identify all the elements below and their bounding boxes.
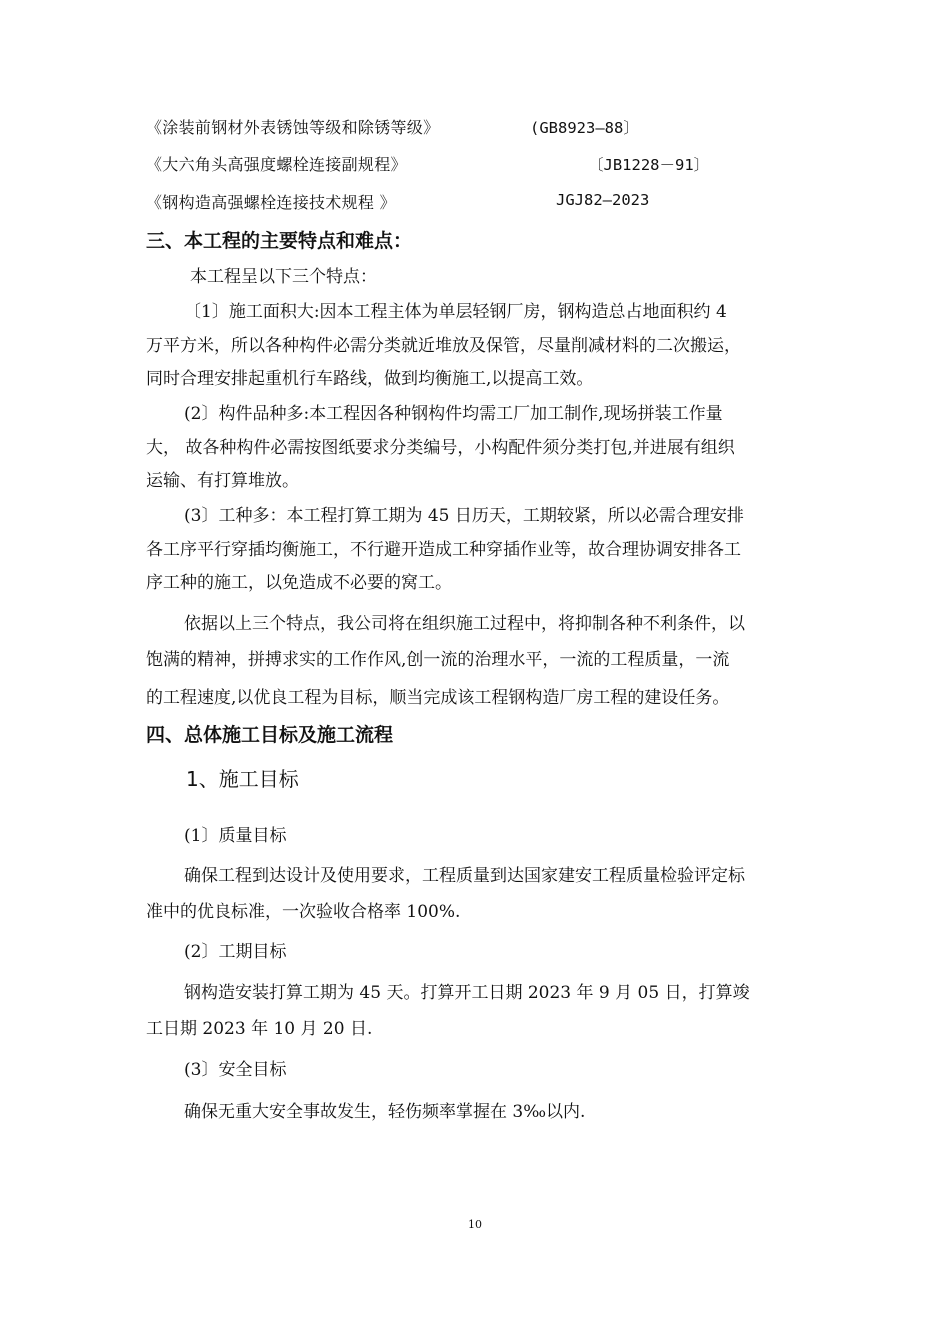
paragraph-line: 万平方米，所以各种构件必需分类就近堆放及保管，尽量削减材料的二次搬运， <box>146 336 741 356</box>
paragraph-intro: 本工程呈以下三个特点： <box>190 267 377 287</box>
paragraph-line: 饱满的精神，拼搏求实的工作作风,创一流的治理水平，一流的工程质量，一流 <box>146 650 730 670</box>
goal-label: (1〕质量目标 <box>184 826 287 846</box>
paragraph-line: 大， 故各种构件必需按图纸要求分类编号，小构配件须分类打包,并进展有组织 <box>146 438 735 458</box>
section-heading: 四、总体施工目标及施工流程 <box>146 724 394 746</box>
goal-label: (3〕安全目标 <box>184 1060 287 1080</box>
paragraph-line: 各工序平行穿插均衡施工，不行避开造成工种穿插作业等，故合理协调安排各工 <box>146 540 741 560</box>
standard-code: (GB8923—88〕 <box>530 119 639 137</box>
paragraph-line: 确保工程到达设计及使用要求，工程质量到达国家建安工程质量检验评定标 <box>184 866 745 886</box>
paragraph-line: 〔1〕施工面积大:因本工程主体为单层轻钢厂房，钢构造总占地面积约 4 <box>184 302 727 322</box>
paragraph-line: (2〕构件品种多:本工程因各种钢构件均需工厂加工制作,现场拼装工作量 <box>184 404 723 424</box>
page-number: 10 <box>468 1218 482 1231</box>
paragraph-line: (3〕工种多：本工程打算工期为 45 日历天，工期较紧，所以必需合理安排 <box>184 506 744 526</box>
paragraph-line: 依据以上三个特点，我公司将在组织施工过程中，将抑制各种不利条件，以 <box>184 614 745 634</box>
standard-name: 《钢构造高强螺栓连接技术规程 》 <box>146 193 396 212</box>
standard-name: 《大六角头高强度螺栓连接副规程》 <box>146 155 407 174</box>
standard-code: 〔JB1228－91〕 <box>588 156 710 174</box>
paragraph-line: 的工程速度,以优良工程为目标，顺当完成该工程钢构造厂房工程的建设任务。 <box>146 688 730 708</box>
goal-label: (2〕工期目标 <box>184 942 287 962</box>
paragraph-line: 钢构造安装打算工期为 45 天。打算开工日期 2023 年 9 月 05 日，打算竣 <box>184 983 750 1003</box>
paragraph-line: 运输、有打算堆放。 <box>146 471 299 491</box>
paragraph-line: 序工种的施工，以免造成不必要的窝工。 <box>146 573 452 593</box>
paragraph-line: 准中的优良标准，一次验收合格率 100%. <box>146 902 461 922</box>
paragraph-line: 工日期 2023 年 10 月 20 日. <box>146 1019 373 1039</box>
paragraph-line: 确保无重大安全事故发生，轻伤频率掌握在 3‰以内. <box>184 1102 586 1122</box>
subsection-heading: 1、施工目标 <box>186 767 299 791</box>
standard-code: JGJ82—2023 <box>556 191 650 209</box>
paragraph-line: 同时合理安排起重机行车路线，做到均衡施工,以提高工效。 <box>146 369 594 389</box>
section-heading: 三、本工程的主要特点和难点： <box>146 230 413 252</box>
standard-name: 《涂装前钢材外表锈蚀等级和除锈等级》 <box>146 118 440 137</box>
